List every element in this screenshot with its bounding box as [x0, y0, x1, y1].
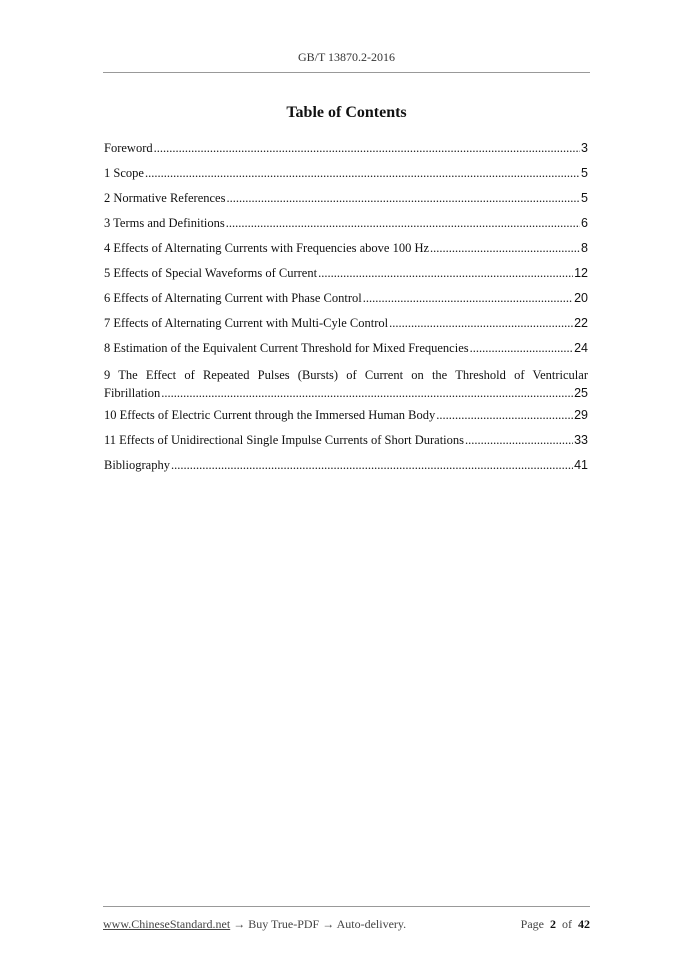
toc-leader-dots — [465, 433, 573, 448]
toc-leader-dots — [470, 341, 573, 356]
toc-leader-dots — [145, 166, 580, 181]
header-divider — [103, 72, 590, 73]
toc-leader-dots — [154, 141, 580, 156]
toc-label: 10 Effects of Electric Current through the Immersed Human Body — [104, 408, 436, 422]
toc-entry-bibliography[interactable] — [104, 458, 588, 483]
toc-page-number: 29 — [574, 408, 588, 422]
toc-entry-section-4[interactable] — [104, 241, 588, 266]
site-link[interactable]: www.ChineseStandard.net — [103, 917, 231, 931]
page-header: GB/T 13870.2-2016 — [297, 50, 396, 64]
toc-label: 5 Effects of Special Waveforms of Current — [104, 266, 318, 280]
toc-label: 2 Normative References — [104, 191, 226, 205]
page-title: Table of Contents — [286, 104, 407, 121]
toc-label: 6 Effects of Alternating Current with Phase Control — [104, 291, 362, 305]
toc-label: 4 Effects of Alternating Currents with Frequencies above 100 Hz — [104, 241, 430, 255]
toc-entry-section-11[interactable] — [104, 433, 588, 458]
toc-leader-dots — [226, 191, 580, 206]
toc-label-line1: 9 The Effect of Repeated Pulses (Bursts) of Current on the Threshold of Ventricular — [104, 368, 588, 382]
toc-page-number: 5 — [581, 166, 588, 180]
toc-entry-section-5[interactable] — [104, 266, 588, 291]
arrow-icon: → — [322, 917, 335, 931]
toc-page-number: 12 — [574, 266, 588, 280]
footer-divider — [103, 906, 590, 907]
toc-entry-section-9[interactable] — [104, 366, 588, 402]
toc-label: 7 Effects of Alternating Current with Multi-Cyle Control — [104, 316, 389, 330]
toc-label: 1 Scope — [104, 166, 144, 180]
toc-entry-section-7[interactable] — [104, 316, 588, 341]
current-page: 2 — [550, 917, 556, 931]
page-indicator — [521, 917, 590, 932]
toc-leader-dots — [363, 291, 573, 306]
toc-page-number: 6 — [581, 216, 588, 230]
toc-page-number: 25 — [574, 386, 588, 400]
toc-leader-dots — [226, 216, 580, 231]
of-word: of — [562, 917, 572, 931]
toc-page-number: 41 — [574, 458, 588, 472]
delivery-text: Auto-delivery. — [336, 917, 407, 931]
toc-entry-normative-references[interactable] — [104, 191, 588, 216]
toc-leader-dots — [436, 408, 573, 423]
toc-label: 3 Terms and Definitions — [104, 216, 225, 230]
page-word: Page — [520, 917, 544, 931]
page-footer — [103, 917, 590, 932]
toc-label: Foreword — [104, 141, 153, 155]
toc-page-number: 24 — [574, 341, 588, 355]
toc-page-number: 20 — [574, 291, 588, 305]
toc-page-number: 3 — [581, 141, 588, 155]
toc-entry-section-6[interactable] — [104, 291, 588, 316]
table-of-contents — [104, 141, 588, 483]
toc-label-line2: Fibrillation — [104, 386, 161, 400]
toc-leader-dots — [318, 266, 573, 281]
buy-text: Buy True-PDF — [248, 917, 320, 931]
toc-leader-dots — [171, 458, 573, 473]
toc-label: Bibliography — [104, 458, 170, 472]
toc-entry-foreword[interactable] — [104, 141, 588, 166]
toc-entry-terms-definitions[interactable] — [104, 216, 588, 241]
toc-label: 8 Estimation of the Equivalent Current Threshold for Mixed Frequencies — [104, 341, 469, 355]
toc-entry-scope[interactable] — [104, 166, 588, 191]
toc-page-number: 5 — [581, 191, 588, 205]
toc-leader-dots — [389, 316, 573, 331]
toc-leader-dots — [430, 241, 580, 256]
toc-page-number: 33 — [574, 433, 588, 447]
toc-entry-section-8[interactable] — [104, 341, 588, 366]
toc-page-number: 8 — [581, 241, 588, 255]
footer-left — [103, 917, 406, 932]
toc-entry-section-10[interactable] — [104, 408, 588, 433]
arrow-icon: → — [233, 917, 246, 931]
toc-label: 11 Effects of Unidirectional Single Impulse Currents of Short Durations — [104, 433, 465, 447]
total-pages: 42 — [578, 917, 590, 931]
toc-leader-dots — [161, 384, 573, 402]
toc-page-number: 22 — [574, 316, 588, 330]
